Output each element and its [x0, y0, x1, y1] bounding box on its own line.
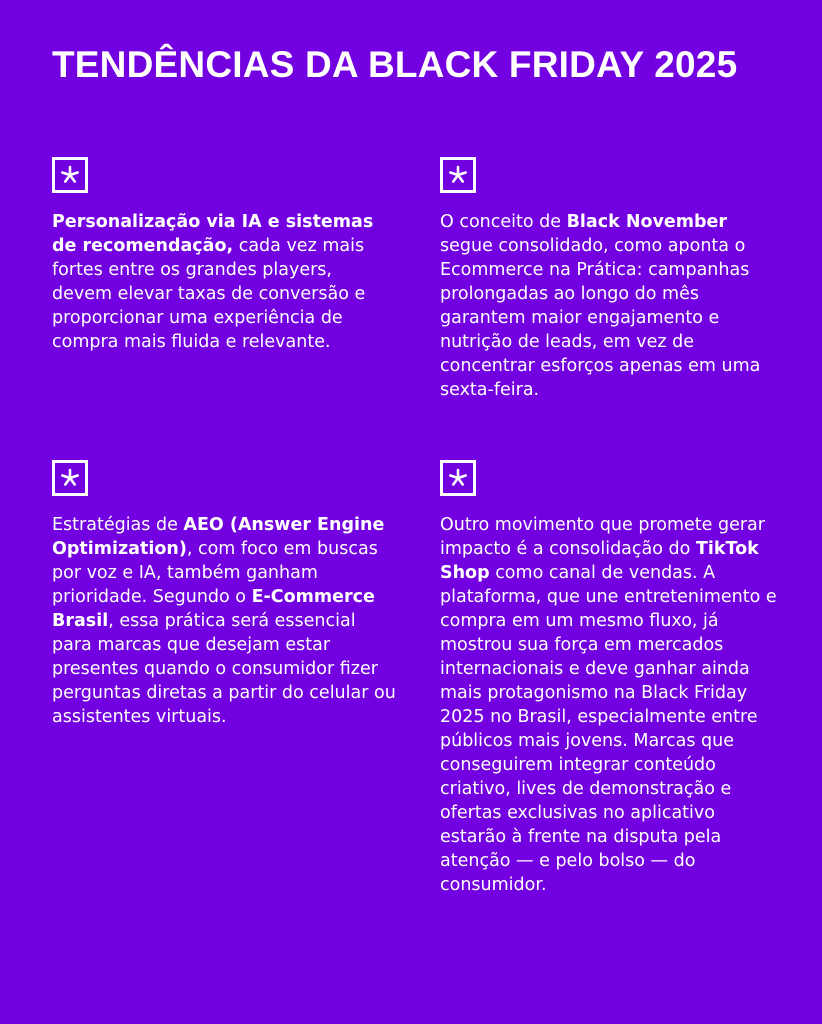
trend-card-tiktok-shop — [440, 460, 780, 915]
asterisk-in-square-icon — [440, 157, 476, 193]
card-text — [52, 513, 397, 729]
card-text — [52, 210, 397, 354]
page-title: TENDÊNCIAS DA BLACK FRIDAY 2025 — [52, 44, 738, 85]
card-text-segment: , essa prática será essencial para marcas que desejam estar presentes quando o consumidor fizer perguntas diretas a partir do celular ou assistentes virtuais. — [52, 611, 396, 727]
card-text-segment: O conceito de — [440, 212, 567, 232]
card-text-segment: como canal de vendas. A plataforma, que une entretenimento e compra em um mesmo fluxo, já mostrou sua força em mercados internacionais e deve ganhar ainda mais protagonismo na Black Friday 2025 no Brasil, especialmente entre públicos mais jovens. Marcas que conseguirem integrar conteúdo criativo, lives de demonstração e ofertas exclusivas no aplicativo estarão à frente na disputa pela atenção — e pelo bolso — do consumidor. — [440, 563, 777, 895]
trend-card-ai-personalization — [52, 157, 397, 372]
card-text-segment: Outro movimento que promete gerar impacto é a consolidação do — [440, 515, 765, 559]
card-text-segment: Estratégias de — [52, 515, 184, 535]
asterisk-in-square-icon — [52, 460, 88, 496]
asterisk-in-square-icon — [52, 157, 88, 193]
card-text-segment: Black November — [566, 212, 728, 232]
card-text-segment: TikTok Shop — [440, 539, 759, 583]
card-text — [440, 210, 780, 402]
card-text-segment: Personalização via IA e sistemas de recomendação, — [52, 212, 374, 256]
asterisk-in-square-icon — [440, 460, 476, 496]
card-text — [440, 513, 780, 897]
card-text-segment: AEO (Answer Engine Optimization) — [52, 515, 385, 559]
trend-card-aeo — [52, 460, 397, 747]
card-text-segment: , com foco em buscas por voz e IA, também ganham prioridade. Segundo o — [52, 539, 378, 607]
card-text-segment: E-Commerce Brasil — [52, 587, 375, 631]
card-text-segment: cada vez mais fortes entre os grandes players, devem elevar taxas de conversão e proporcionar uma experiência de compra mais fluida e relevante. — [52, 236, 366, 352]
trend-card-black-november — [440, 157, 780, 420]
card-text-segment: segue consolidado, como aponta o Ecommerce na Prática: campanhas prolongadas ao longo do mês garantem maior engajamento e nutrição de leads, em vez de concentrar esforços apenas em uma sexta-feira. — [440, 236, 761, 400]
